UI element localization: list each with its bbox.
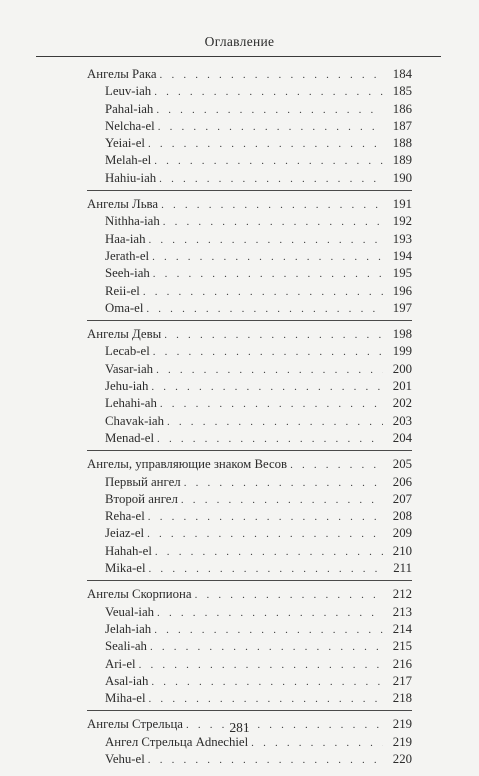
- toc-page-number: 190: [392, 170, 412, 185]
- toc-section-heading: Ангелы, управляющие знаком Весов: [87, 457, 288, 472]
- toc-page-number: 197: [392, 300, 412, 315]
- toc-entry-title: Menad-el: [105, 430, 155, 445]
- toc-page-number: 193: [392, 231, 412, 246]
- toc-entry-title: Ангел Стрельца Adnechiel: [105, 734, 249, 749]
- dot-leader: [195, 587, 383, 604]
- toc-section-heading: Ангелы Девы: [87, 327, 162, 342]
- toc-entry: [87, 560, 412, 577]
- toc-entry: [87, 525, 412, 542]
- toc-entry: [87, 690, 412, 707]
- toc-entry: [87, 283, 412, 300]
- toc-page-number: 188: [392, 136, 412, 151]
- toc-page-number: 201: [392, 379, 412, 394]
- toc-entry-title: Pahal-iah: [105, 101, 154, 116]
- dot-leader: [167, 414, 383, 431]
- toc-entry: [87, 413, 412, 430]
- dot-leader: [160, 67, 383, 84]
- toc-page-number: 189: [392, 153, 412, 168]
- toc-entry-title: Jerath-el: [105, 248, 150, 263]
- toc-section: [87, 586, 412, 711]
- toc-entry: [87, 430, 412, 447]
- toc-entry: [87, 378, 412, 395]
- toc-entry: [87, 118, 412, 135]
- toc-entry-title: Jelah-iah: [105, 621, 152, 636]
- toc-entry: [87, 395, 412, 412]
- toc-page-number: 207: [392, 491, 412, 506]
- dot-leader: [153, 344, 383, 361]
- toc-page-number: 217: [392, 673, 412, 688]
- toc-entry-title: Seali-ah: [105, 639, 147, 654]
- toc-section: [87, 66, 412, 191]
- toc-entry-title: Miha-el: [105, 691, 146, 706]
- dot-leader: [151, 674, 383, 691]
- toc-entry: [87, 248, 412, 265]
- toc-entry: [87, 543, 412, 560]
- toc-entry-title: Nelcha-el: [105, 118, 155, 133]
- toc-page-number: 187: [392, 118, 412, 133]
- toc-section: [87, 196, 412, 321]
- toc-entry: [87, 361, 412, 378]
- dot-leader: [251, 735, 383, 752]
- toc-entry-title: Yeiai-el: [105, 136, 145, 151]
- toc-entry: [87, 491, 412, 508]
- toc-section: [87, 326, 412, 451]
- toc-entry-title: Lecab-el: [105, 344, 150, 359]
- dot-leader: [156, 362, 383, 379]
- dot-leader: [150, 639, 383, 656]
- toc-entry-title: Vasar-iah: [105, 361, 154, 376]
- header-rule: [36, 56, 441, 57]
- toc-entry: [87, 300, 412, 317]
- toc-entry-title: Vehu-el: [105, 751, 145, 766]
- toc-entry-title: Reii-el: [105, 283, 140, 298]
- toc-entry: [87, 135, 412, 152]
- toc-page-number: 203: [392, 413, 412, 428]
- toc-page-number: 214: [392, 621, 412, 636]
- toc-page-number: 206: [392, 474, 412, 489]
- toc-page-number: 199: [392, 344, 412, 359]
- dot-leader: [164, 327, 383, 344]
- toc-entry-title: Melah-el: [105, 153, 152, 168]
- toc-page-number: 208: [392, 509, 412, 524]
- toc-entry: [87, 474, 412, 491]
- toc-page-number: 204: [392, 430, 412, 445]
- toc-entry: [87, 265, 412, 282]
- toc-page-number: 191: [392, 197, 412, 212]
- toc-section-title: [87, 586, 412, 603]
- toc-page-number: 220: [392, 751, 412, 766]
- toc-page-number: 198: [392, 327, 412, 342]
- toc-page-number: 209: [392, 526, 412, 541]
- toc-entry: [87, 734, 412, 751]
- dot-leader: [147, 526, 383, 543]
- toc-entry-title: Oma-el: [105, 300, 144, 315]
- dot-leader: [149, 691, 383, 708]
- dot-leader: [149, 561, 383, 578]
- toc-entry: [87, 213, 412, 230]
- dot-leader: [146, 301, 383, 318]
- table-of-contents: [87, 66, 412, 776]
- toc-page-number: 215: [392, 639, 412, 654]
- dot-leader: [152, 249, 383, 266]
- toc-section-heading: Ангелы Стрельца: [87, 717, 183, 732]
- toc-page-number: 202: [392, 396, 412, 411]
- dot-leader: [161, 197, 383, 214]
- toc-entry-title: Mika-el: [105, 561, 146, 576]
- dot-leader: [139, 657, 383, 674]
- toc-section-heading: Ангелы Скорпиона: [87, 587, 192, 602]
- toc-entry-title: Seeh-iah: [105, 266, 150, 281]
- dot-leader: [290, 457, 383, 474]
- dot-leader: [154, 153, 383, 170]
- toc-section: [87, 456, 412, 581]
- dot-leader: [160, 396, 383, 413]
- toc-page-number: 205: [392, 457, 412, 472]
- dot-leader: [154, 84, 383, 101]
- dot-leader: [148, 136, 383, 153]
- toc-entry: [87, 673, 412, 690]
- toc-entry: [87, 656, 412, 673]
- toc-entry-title: Chavak-iah: [105, 413, 164, 428]
- toc-entry-title: Haa-iah: [105, 231, 146, 246]
- toc-section-title: [87, 326, 412, 343]
- dot-leader: [143, 284, 383, 301]
- toc-entry-title: Asal-iah: [105, 673, 149, 688]
- dot-leader: [184, 475, 383, 492]
- dot-leader: [148, 509, 383, 526]
- toc-page-number: 213: [392, 604, 412, 619]
- toc-section-title: [87, 196, 412, 213]
- toc-page-number: 184: [392, 67, 412, 81]
- toc-page-number: 196: [392, 283, 412, 298]
- dot-leader: [159, 171, 383, 188]
- dot-leader: [155, 544, 383, 561]
- toc-entry: [87, 604, 412, 621]
- toc-entry-title: Ari-el: [105, 656, 136, 671]
- toc-entry-title: Leuv-iah: [105, 84, 152, 99]
- toc-entry-title: Hahah-el: [105, 543, 152, 558]
- toc-entry: [87, 343, 412, 360]
- toc-page-number: 212: [392, 587, 412, 602]
- toc-entry: [87, 83, 412, 100]
- dot-leader: [151, 379, 383, 396]
- toc-entry-title: Reha-el: [105, 509, 145, 524]
- dot-leader: [148, 752, 383, 769]
- toc-entry: [87, 508, 412, 525]
- dot-leader: [153, 266, 383, 283]
- toc-page-number: 185: [392, 84, 412, 99]
- toc-page-number: 192: [392, 214, 412, 229]
- dot-leader: [156, 102, 383, 119]
- dot-leader: [157, 431, 383, 448]
- toc-page-number: 219: [392, 734, 412, 749]
- toc-entry-title: Nithha-iah: [105, 214, 160, 229]
- toc-entry: [87, 638, 412, 655]
- toc-page-number: 194: [392, 248, 412, 263]
- toc-page-number: 211: [393, 561, 412, 576]
- toc-entry: [87, 152, 412, 169]
- toc-page-number: 219: [392, 717, 412, 732]
- toc-entry-title: Первый ангел: [105, 474, 181, 489]
- toc-entry: [87, 101, 412, 118]
- toc-section-heading: Ангелы Льва: [87, 197, 159, 212]
- toc-entry-title: Jeiaz-el: [105, 526, 145, 541]
- toc-entry: [87, 621, 412, 638]
- toc-page-number: 218: [392, 691, 412, 706]
- toc-entry-title: Lehahi-ah: [105, 396, 157, 411]
- dot-leader: [163, 214, 383, 231]
- dot-leader: [157, 605, 383, 622]
- toc-section-title: [87, 66, 412, 83]
- toc-page-number: 186: [392, 101, 412, 116]
- running-head: Оглавление: [204, 34, 275, 49]
- toc-section-heading: Ангелы Рака: [87, 67, 157, 81]
- toc-entry: [87, 231, 412, 248]
- toc-entry-title: Veual-iah: [105, 604, 155, 619]
- toc-section-title: [87, 456, 412, 473]
- toc-entry-title: Второй ангел: [105, 491, 178, 506]
- dot-leader: [149, 232, 384, 249]
- dot-leader: [181, 492, 383, 509]
- toc-page-number: 195: [392, 266, 412, 281]
- toc-page-number: 216: [392, 656, 412, 671]
- toc-entry-title: Hahiu-iah: [105, 170, 157, 185]
- toc-entry: [87, 751, 412, 768]
- toc-entry-title: Jehu-iah: [105, 379, 149, 394]
- toc-page-number: 210: [392, 543, 412, 558]
- dot-leader: [154, 622, 383, 639]
- page-number: 281: [229, 720, 250, 735]
- toc-page-number: 200: [392, 361, 412, 376]
- dot-leader: [158, 119, 383, 136]
- toc-entry: [87, 170, 412, 187]
